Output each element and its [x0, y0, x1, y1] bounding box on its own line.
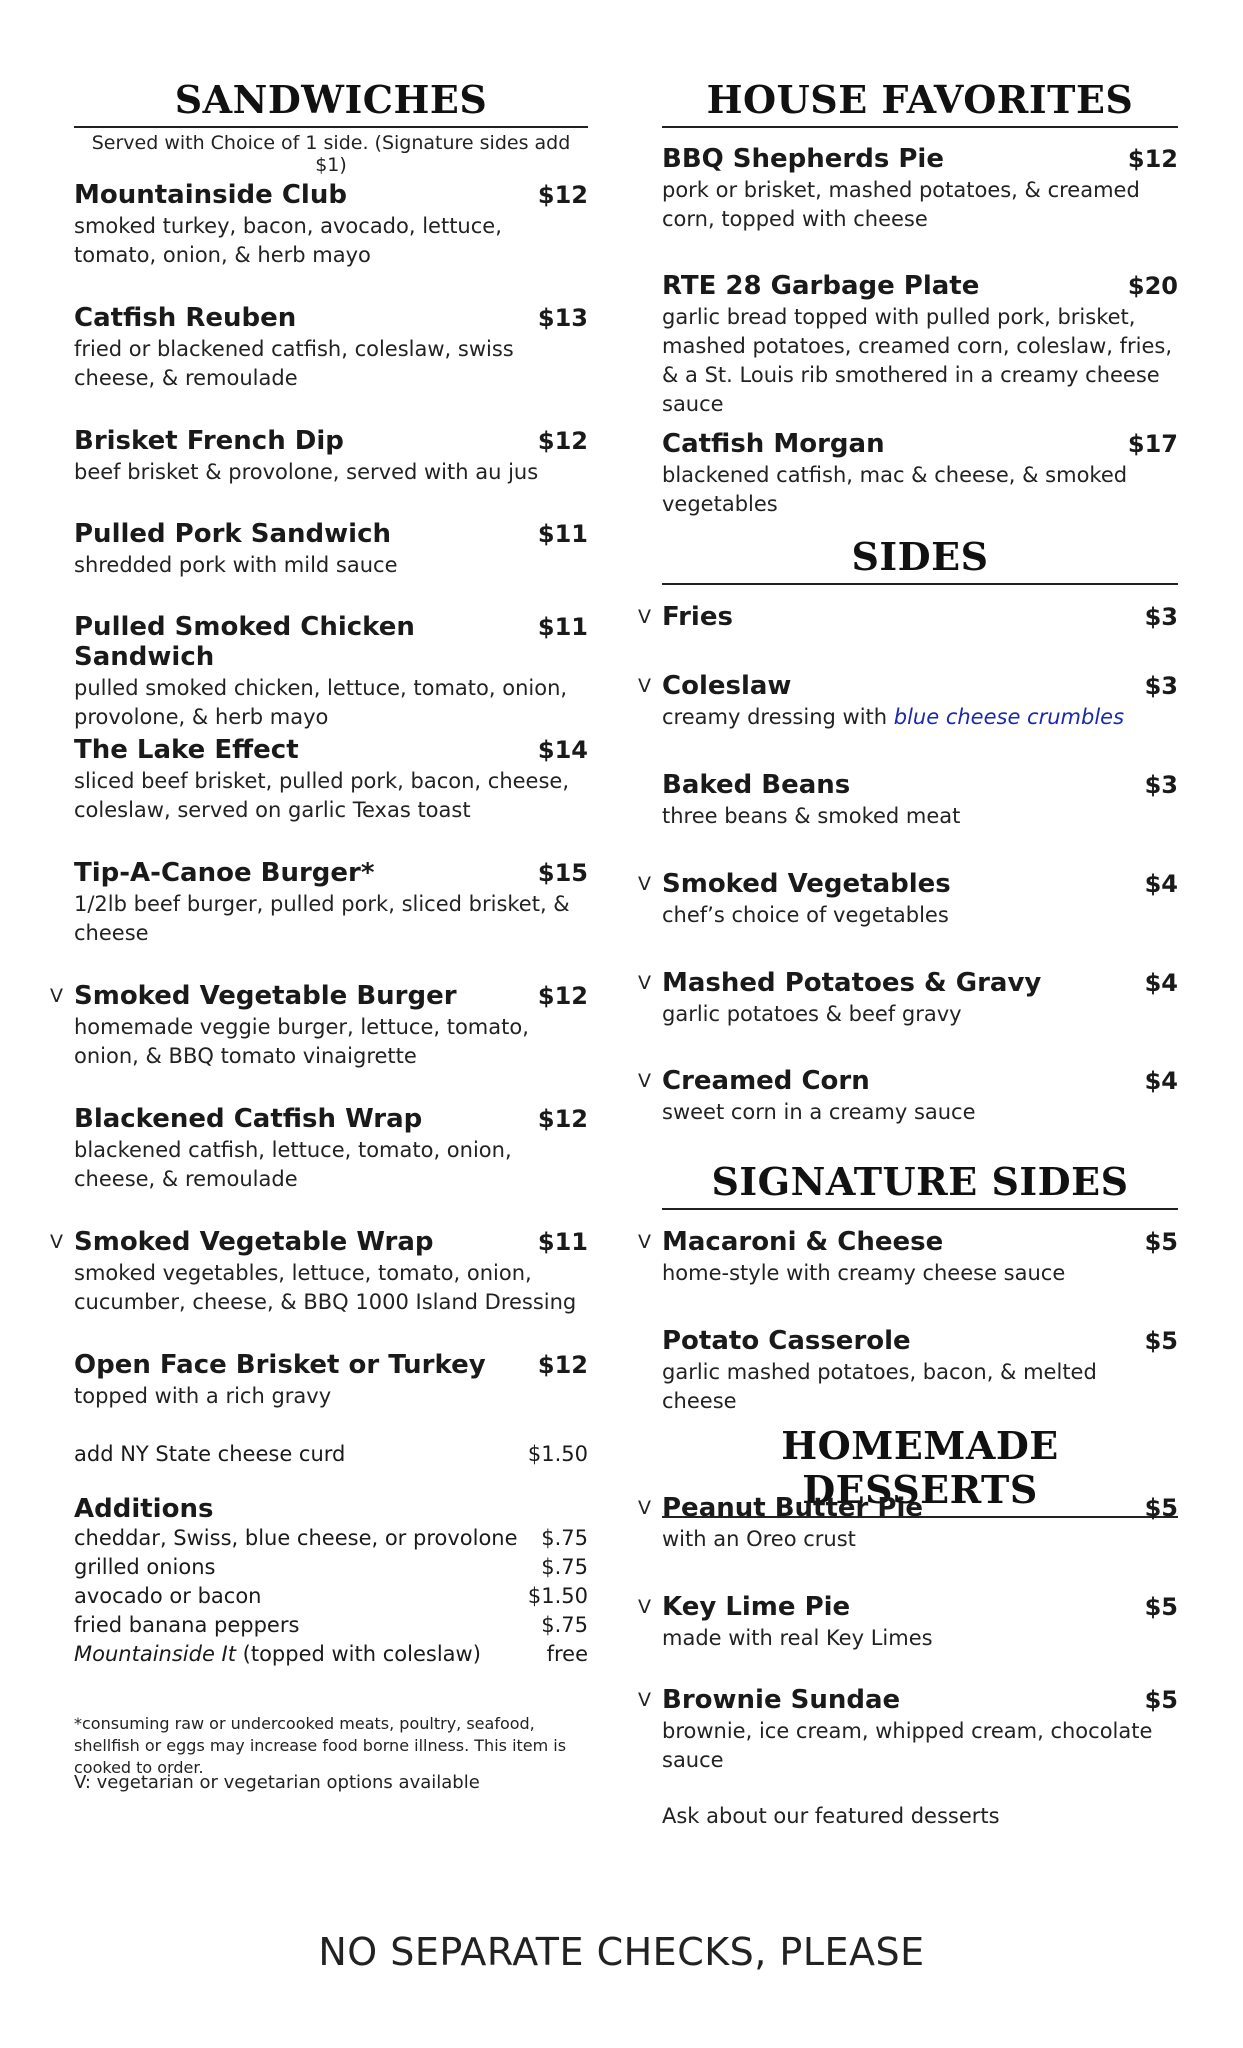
sandwiches-section-header — [74, 78, 588, 176]
menu-item — [50, 981, 588, 1071]
cheese-curd-price: $1.50 — [527, 1442, 588, 1466]
menu-item — [638, 1066, 1178, 1127]
cheese-curd-row — [74, 1440, 588, 1469]
item-name: Mountainside Club — [74, 180, 347, 210]
menu-item — [662, 770, 1178, 831]
item-price: $17 — [1127, 430, 1178, 458]
item-price: $5 — [1144, 1686, 1178, 1714]
item-price: $11 — [537, 520, 588, 548]
item-price: $11 — [537, 613, 588, 641]
addition-row — [74, 1640, 588, 1669]
item-desc: pork or brisket, mashed potatoes, & creamed corn, topped with cheese — [662, 178, 1140, 231]
additions-section — [74, 1494, 588, 1669]
item-name: Smoked Vegetable Burger — [74, 981, 457, 1011]
item-name: RTE 28 Garbage Plate — [662, 271, 980, 301]
item-name: Peanut Butter Pie — [662, 1493, 924, 1523]
additions-title: Additions — [74, 1494, 214, 1524]
addition-label: avocado or bacon — [74, 1584, 262, 1608]
item-price: $4 — [1144, 1067, 1178, 1095]
item-name: Potato Casserole — [662, 1326, 911, 1356]
item-name: Baked Beans — [662, 770, 851, 800]
item-name: Smoked Vegetable Wrap — [74, 1227, 434, 1257]
addition-price: $.75 — [541, 1526, 588, 1550]
vegetarian-marker: V — [638, 873, 651, 895]
menu-item — [74, 426, 588, 487]
item-desc: sweet corn in a creamy sauce — [662, 1100, 976, 1124]
signature-sides-header — [662, 1160, 1178, 1210]
item-price: $5 — [1144, 1327, 1178, 1355]
addition-italic: Mountainside It — [74, 1642, 236, 1666]
item-name: Fries — [662, 602, 733, 632]
item-name: Pulled Smoked Chicken Sandwich — [74, 612, 415, 672]
vegetarian-note: V: vegetarian or vegetarian options available — [74, 1772, 480, 1793]
item-name: Macaroni & Cheese — [662, 1227, 944, 1257]
item-price: $5 — [1144, 1593, 1178, 1621]
addition-price: $.75 — [541, 1613, 588, 1637]
item-desc: with an Oreo crust — [662, 1527, 856, 1551]
item-desc: beef brisket & provolone, served with au jus — [74, 460, 539, 484]
addition-row — [74, 1611, 588, 1640]
vegetarian-marker: V — [638, 1596, 651, 1618]
addition-row — [74, 1553, 588, 1582]
addition-label: fried banana peppers — [74, 1613, 300, 1637]
item-name: Mashed Potatoes & Gravy — [662, 968, 1042, 998]
item-price: $12 — [1127, 145, 1178, 173]
item-name: Catfish Reuben — [74, 303, 297, 333]
footer-notice: NO SEPARATE CHECKS, PLEASE — [318, 1930, 925, 1974]
item-desc: fried or blackened catfish, coleslaw, swiss cheese, & remoulade — [74, 337, 514, 390]
menu-item — [74, 612, 588, 732]
menu-item — [74, 858, 588, 948]
item-desc — [662, 703, 1178, 732]
menu-item — [74, 1350, 588, 1411]
addition-price: free — [546, 1642, 588, 1666]
item-name: Blackened Catfish Wrap — [74, 1104, 423, 1134]
vegetarian-marker: V — [50, 985, 63, 1007]
item-desc: homemade veggie burger, lettuce, tomato, onion, & BBQ tomato vinaigrette — [74, 1015, 529, 1068]
item-desc: blackened catfish, lettuce, tomato, onion, cheese, & remoulade — [74, 1138, 512, 1191]
menu-item — [74, 735, 588, 825]
item-price: $20 — [1127, 272, 1178, 300]
addition-price: $1.50 — [527, 1584, 588, 1608]
item-desc: pulled smoked chicken, lettuce, tomato, onion, provolone, & herb mayo — [74, 676, 568, 729]
disclaimer: *consuming raw or undercooked meats, poultry, seafood, shellfish or eggs may increase food borne illness. This item is cooked to order. — [74, 1714, 567, 1777]
desserts-note: Ask about our featured desserts — [662, 1804, 1000, 1828]
item-name: Coleslaw — [662, 671, 792, 701]
item-desc: sliced beef brisket, pulled pork, bacon, cheese, coleslaw, served on garlic Texas toast — [74, 769, 570, 822]
item-name: Smoked Vegetables — [662, 869, 951, 899]
menu-item — [638, 1592, 1178, 1653]
item-desc: smoked turkey, bacon, avocado, lettuce, tomato, onion, & herb mayo — [74, 214, 502, 267]
item-price: $14 — [537, 736, 588, 764]
item-price: $5 — [1144, 1494, 1178, 1522]
menu-item — [638, 1685, 1178, 1775]
addition-label: grilled onions — [74, 1555, 216, 1579]
item-name: The Lake Effect — [74, 735, 299, 765]
menu-item — [638, 602, 1178, 632]
item-name: Open Face Brisket or Turkey — [74, 1350, 486, 1380]
menu-item — [662, 429, 1178, 519]
item-desc: garlic mashed potatoes, bacon, & melted cheese — [662, 1360, 1097, 1413]
house-favorites-header — [662, 78, 1178, 128]
signature-sides-title: SIGNATURE SIDES — [662, 1160, 1178, 1210]
sides-header — [662, 535, 1178, 585]
item-price: $12 — [537, 181, 588, 209]
item-price: $13 — [537, 304, 588, 332]
item-price: $3 — [1144, 603, 1178, 631]
item-desc: three beans & smoked meat — [662, 804, 961, 828]
vegetarian-marker: V — [638, 675, 651, 697]
vegetarian-marker: V — [638, 1497, 651, 1519]
menu-item — [662, 144, 1178, 234]
vegetarian-marker: V — [50, 1231, 63, 1253]
item-name: Pulled Pork Sandwich — [74, 519, 392, 549]
menu-item — [638, 869, 1178, 930]
item-name: BBQ Shepherds Pie — [662, 144, 944, 174]
item-desc: home-style with creamy cheese sauce — [662, 1261, 1066, 1285]
menu-item — [74, 303, 588, 393]
item-desc: 1/2lb beef burger, pulled pork, sliced brisket, & cheese — [74, 892, 570, 945]
menu-item — [74, 519, 588, 580]
sandwiches-subtitle: Served with Choice of 1 side. (Signature sides add $1) — [91, 132, 571, 176]
vegetarian-marker: V — [638, 1689, 651, 1711]
item-desc: chef’s choice of vegetables — [662, 903, 949, 927]
item-name: Brisket French Dip — [74, 426, 344, 456]
item-desc: brownie, ice cream, whipped cream, chocolate sauce — [662, 1719, 1153, 1772]
menu-item — [662, 271, 1178, 419]
item-desc: blackened catfish, mac & cheese, & smoked vegetables — [662, 463, 1128, 516]
house-favorites-title: HOUSE FAVORITES — [662, 78, 1178, 128]
item-price: $3 — [1144, 771, 1178, 799]
sides-title: SIDES — [662, 535, 1178, 585]
item-name: Tip-A-Canoe Burger* — [74, 858, 375, 888]
item-desc: made with real Key Limes — [662, 1626, 933, 1650]
item-price: $5 — [1144, 1228, 1178, 1256]
vegetarian-marker: V — [638, 972, 651, 994]
addition-label — [74, 1640, 481, 1669]
menu-item — [638, 968, 1178, 1029]
addition-label: cheddar, Swiss, blue cheese, or provolone — [74, 1526, 518, 1550]
item-desc-text: creamy dressing with — [662, 705, 894, 729]
item-price: $12 — [537, 1105, 588, 1133]
item-desc: garlic bread topped with pulled pork, brisket, mashed potatoes, creamed corn, coleslaw, fries, & a St. Louis rib smothered in a creamy cheese sauce — [662, 305, 1172, 416]
item-name: Catfish Morgan — [662, 429, 885, 459]
addition-row — [74, 1524, 588, 1553]
menu-item — [638, 1227, 1178, 1288]
addition-label-rest: (topped with coleslaw) — [235, 1642, 481, 1666]
cheese-curd-label: add NY State cheese curd — [74, 1442, 346, 1466]
menu-item — [638, 1493, 1178, 1554]
menu-item — [638, 671, 1178, 732]
item-price: $12 — [537, 1351, 588, 1379]
item-desc: garlic potatoes & beef gravy — [662, 1002, 962, 1026]
item-price: $12 — [537, 982, 588, 1010]
item-price: $3 — [1144, 672, 1178, 700]
vegetarian-marker: V — [638, 1231, 651, 1253]
item-price: $15 — [537, 859, 588, 887]
item-price: $11 — [537, 1228, 588, 1256]
addition-row — [74, 1582, 588, 1611]
item-price: $4 — [1144, 870, 1178, 898]
sandwiches-title: SANDWICHES — [74, 78, 588, 128]
addition-price: $.75 — [541, 1555, 588, 1579]
item-desc: shredded pork with mild sauce — [74, 553, 398, 577]
menu-item — [50, 1227, 588, 1317]
item-desc: smoked vegetables, lettuce, tomato, onion, cucumber, cheese, & BBQ 1000 Island Dressing — [74, 1261, 577, 1314]
item-name: Creamed Corn — [662, 1066, 870, 1096]
item-price: $12 — [537, 427, 588, 455]
menu-item — [74, 1104, 588, 1194]
desserts-title: HOMEMADE DESSERTS — [662, 1424, 1178, 1518]
vegetarian-marker: V — [638, 1070, 651, 1092]
item-desc-highlight: blue cheese crumbles — [893, 705, 1125, 729]
menu-item — [74, 180, 588, 270]
item-name: Key Lime Pie — [662, 1592, 851, 1622]
vegetarian-marker: V — [638, 606, 651, 628]
item-price: $4 — [1144, 969, 1178, 997]
menu-item — [662, 1326, 1178, 1416]
item-name: Brownie Sundae — [662, 1685, 901, 1715]
item-desc: topped with a rich gravy — [74, 1384, 332, 1408]
